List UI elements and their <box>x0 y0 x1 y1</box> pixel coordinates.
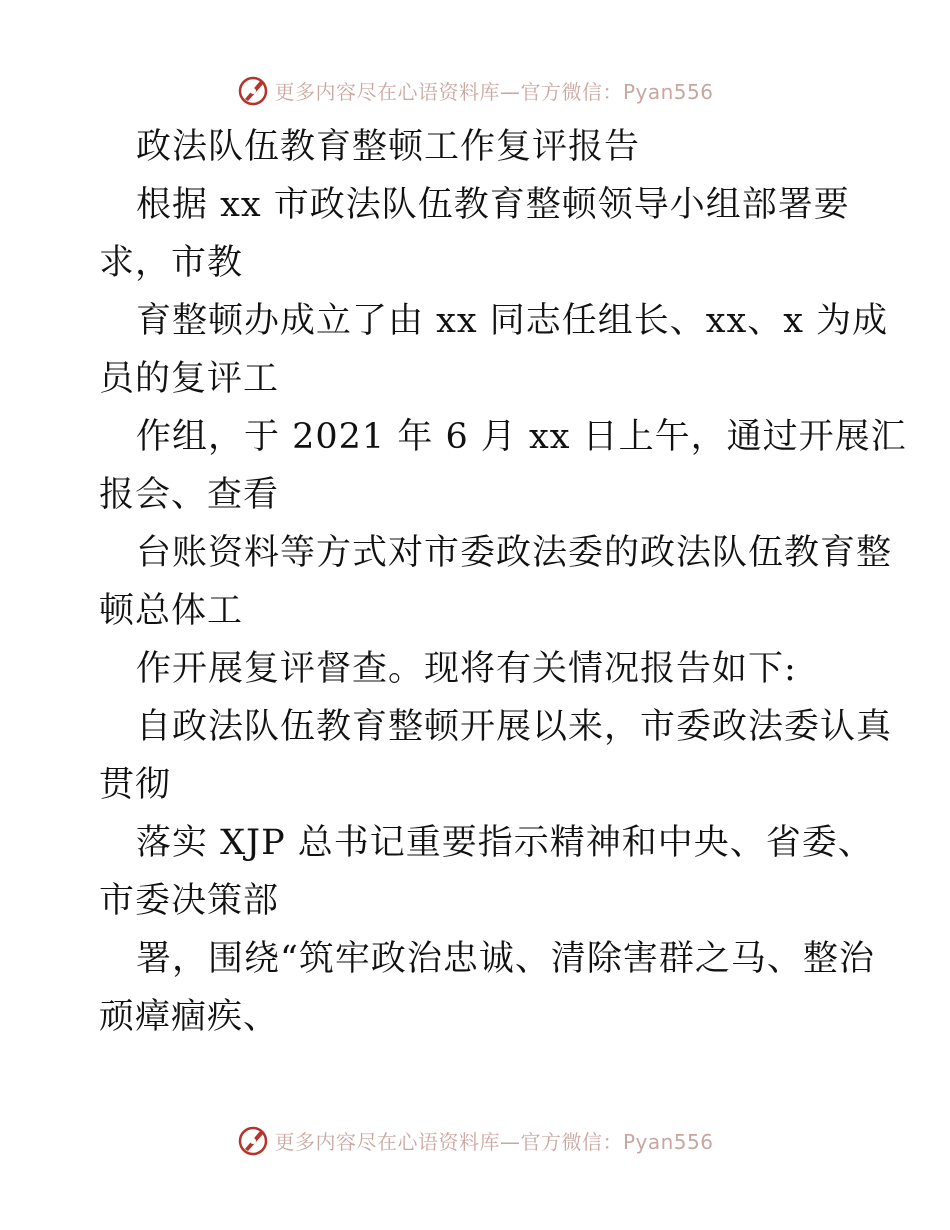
paragraph-line: 顽瘴痼疾、 <box>99 997 280 1037</box>
paragraph-line: 员的复评工 <box>99 359 280 399</box>
watermark-banner-bottom <box>0 1118 950 1162</box>
watermark-text: 更多内容尽在心语资料库—官方微信：Pyan556 <box>274 1129 714 1154</box>
paragraph-line: 根据 xx 市政法队伍教育整顿领导小组部署要 <box>136 185 850 225</box>
paragraph-line: 顿总体工 <box>99 591 244 631</box>
paragraph-line: 贯彻 <box>99 765 172 805</box>
paragraph-line: 求，市教 <box>99 243 244 283</box>
paragraph-line: 市委决策部 <box>99 881 280 921</box>
paragraph-line: 台账资料等方式对市委政法委的政法队伍教育整 <box>136 533 893 573</box>
paragraph-line: 作开展复评督查。现将有关情况报告如下: <box>136 649 797 689</box>
paragraph-line: 署，围绕“筑牢政治忠诚、清除害群之马、整治 <box>136 939 875 979</box>
watermark-text: 更多内容尽在心语资料库—官方微信：Pyan556 <box>274 79 714 104</box>
paragraph-line: 育整顿办成立了由 xx 同志任组长、xx、x 为成 <box>136 301 889 341</box>
pen-circle-icon <box>236 73 270 107</box>
document-body <box>99 118 907 1046</box>
watermark-banner-top <box>0 68 950 112</box>
paragraph-line: 报会、查看 <box>99 475 280 515</box>
paragraph-line: 落实 XJP 总书记重要指示精神和中央、省委、 <box>136 823 874 863</box>
paragraph-line: 作组，于 2021 年 6 月 xx 日上午，通过开展汇 <box>136 417 907 457</box>
paragraph-line: 自政法队伍教育整顿开展以来，市委政法委认真 <box>136 707 893 747</box>
pen-circle-icon <box>236 1123 270 1157</box>
document-title: 政法队伍教育整顿工作复评报告 <box>136 127 641 167</box>
